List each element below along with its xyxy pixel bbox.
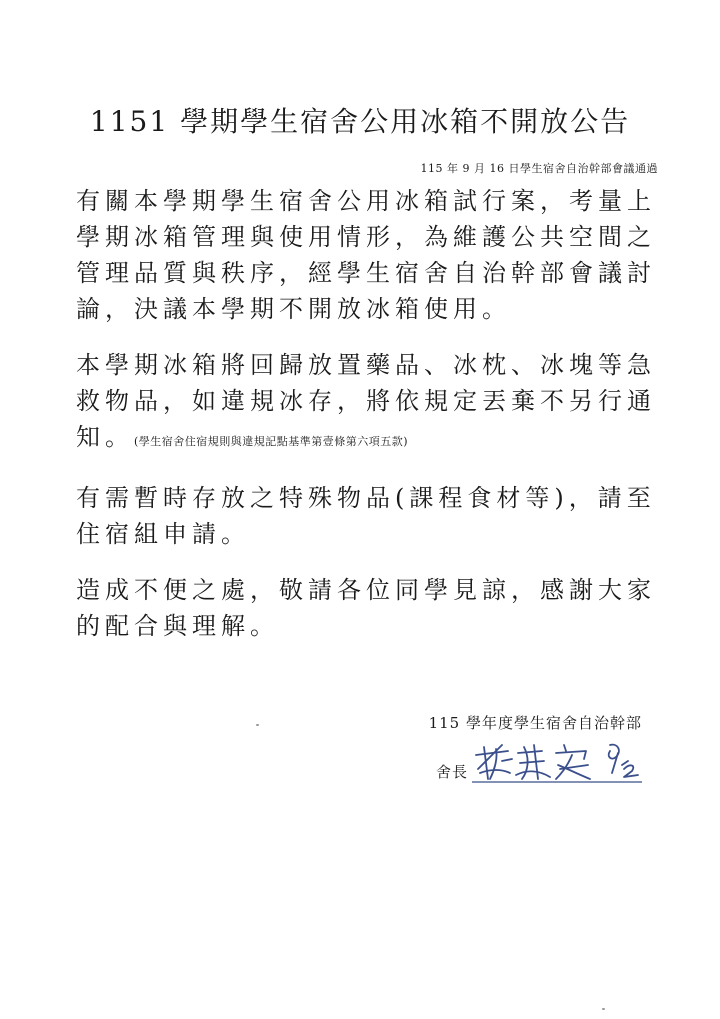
page-title: 1151 學期學生宿舍公用冰箱不開放公告 [89, 105, 631, 138]
paragraph-3-text: 有需暫時存放之特殊物品(課程食材等)，請至住宿組申請。 [76, 484, 656, 548]
signer-role: 舍長 [435, 763, 468, 781]
regulation-reference: (學生宿舍住宿規則與違規記點基準第壹條第六項五款) [134, 435, 409, 448]
handwritten-signature [472, 739, 642, 783]
paragraph-4-text: 造成不便之處，敬請各位同學見諒，感謝大家的配合與理解。 [76, 576, 656, 640]
paragraph-4 [76, 572, 656, 644]
approval-note: 115 年 9 月 16 日學生宿舍自治幹部會議通過 [420, 162, 658, 175]
paragraph-2 [76, 347, 656, 460]
organization-name: 115 學年度學生宿舍自治幹部 [428, 714, 642, 732]
notice-body [76, 183, 656, 664]
signature-row [429, 743, 642, 783]
paragraph-2-text: 本學期冰箱將回歸放置藥品、冰枕、冰塊等急救物品，如違規冰存，將依規定丟棄不另行通知。 [76, 351, 656, 451]
paragraph-1 [76, 183, 656, 327]
signature-block [429, 712, 642, 783]
paragraph-3 [76, 480, 656, 552]
paragraph-1-text: 有關本學期學生宿舍公用冰箱試行案，考量上學期冰箱管理與使用情形，為維護公共空間之管理品質與秩序，經學生宿舍自治幹部會議討論，決議本學期不開放冰箱使用。 [76, 187, 656, 323]
